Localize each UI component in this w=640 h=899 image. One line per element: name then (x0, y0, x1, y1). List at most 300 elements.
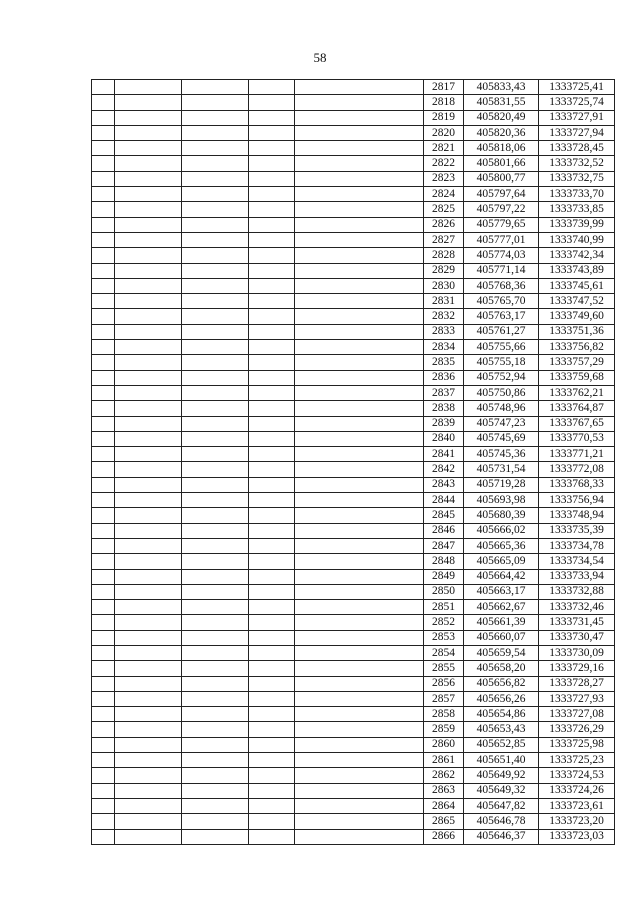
y-coordinate-cell: 1333764,87 (539, 401, 615, 416)
point-number-cell: 2854 (424, 645, 464, 660)
empty-cell (182, 814, 249, 829)
empty-cell (115, 798, 182, 813)
empty-cell (249, 691, 295, 706)
empty-cell (182, 355, 249, 370)
point-number-cell: 2865 (424, 814, 464, 829)
empty-cell (249, 156, 295, 171)
empty-cell (92, 294, 115, 309)
empty-cell (182, 401, 249, 416)
empty-cell (182, 278, 249, 293)
empty-cell (182, 232, 249, 247)
x-coordinate-cell: 405797,64 (464, 187, 539, 202)
table-row (92, 385, 615, 400)
empty-cell (115, 324, 182, 339)
table-row (92, 737, 615, 752)
y-coordinate-cell: 1333739,99 (539, 217, 615, 232)
table-row (92, 584, 615, 599)
table-row (92, 370, 615, 385)
empty-cell (92, 401, 115, 416)
empty-cell (249, 324, 295, 339)
empty-cell (295, 171, 424, 186)
table-row (92, 615, 615, 630)
point-number-cell: 2832 (424, 309, 464, 324)
point-number-cell: 2824 (424, 187, 464, 202)
empty-cell (115, 248, 182, 263)
point-number-cell: 2857 (424, 691, 464, 706)
empty-cell (249, 125, 295, 140)
x-coordinate-cell: 405647,82 (464, 798, 539, 813)
empty-cell (115, 814, 182, 829)
empty-cell (295, 462, 424, 477)
point-number-cell: 2835 (424, 355, 464, 370)
y-coordinate-cell: 1333733,94 (539, 569, 615, 584)
empty-cell (249, 355, 295, 370)
empty-cell (182, 202, 249, 217)
empty-cell (182, 416, 249, 431)
empty-cell (92, 783, 115, 798)
empty-cell (295, 431, 424, 446)
empty-cell (115, 523, 182, 538)
empty-cell (182, 462, 249, 477)
empty-cell (295, 125, 424, 140)
table-row (92, 523, 615, 538)
empty-cell (249, 768, 295, 783)
empty-cell (115, 232, 182, 247)
table-row (92, 401, 615, 416)
empty-cell (92, 80, 115, 95)
point-number-cell: 2820 (424, 125, 464, 140)
empty-cell (295, 447, 424, 462)
x-coordinate-cell: 405765,70 (464, 294, 539, 309)
empty-cell (92, 645, 115, 660)
point-number-cell: 2818 (424, 95, 464, 110)
empty-cell (249, 584, 295, 599)
table-row (92, 676, 615, 691)
empty-cell (182, 447, 249, 462)
empty-cell (295, 814, 424, 829)
y-coordinate-cell: 1333731,45 (539, 615, 615, 630)
y-coordinate-cell: 1333757,29 (539, 355, 615, 370)
table-row (92, 141, 615, 156)
empty-cell (182, 477, 249, 492)
x-coordinate-cell: 405818,06 (464, 141, 539, 156)
table-row (92, 447, 615, 462)
table-row (92, 125, 615, 140)
y-coordinate-cell: 1333724,53 (539, 768, 615, 783)
empty-cell (115, 125, 182, 140)
empty-cell (115, 829, 182, 844)
table-row (92, 538, 615, 553)
point-number-cell: 2822 (424, 156, 464, 171)
empty-cell (295, 202, 424, 217)
point-number-cell: 2825 (424, 202, 464, 217)
empty-cell (92, 447, 115, 462)
x-coordinate-cell: 405659,54 (464, 645, 539, 660)
y-coordinate-cell: 1333743,89 (539, 263, 615, 278)
table-row (92, 753, 615, 768)
empty-cell (295, 477, 424, 492)
empty-cell (92, 171, 115, 186)
empty-cell (295, 600, 424, 615)
empty-cell (249, 508, 295, 523)
x-coordinate-cell: 405833,43 (464, 80, 539, 95)
empty-cell (92, 676, 115, 691)
empty-cell (115, 538, 182, 553)
empty-cell (295, 508, 424, 523)
empty-cell (115, 477, 182, 492)
empty-cell (92, 217, 115, 232)
empty-cell (92, 722, 115, 737)
point-number-cell: 2860 (424, 737, 464, 752)
empty-cell (249, 462, 295, 477)
empty-cell (295, 691, 424, 706)
y-coordinate-cell: 1333728,45 (539, 141, 615, 156)
empty-cell (182, 431, 249, 446)
table-row (92, 477, 615, 492)
y-coordinate-cell: 1333745,61 (539, 278, 615, 293)
x-coordinate-cell: 405831,55 (464, 95, 539, 110)
empty-cell (182, 187, 249, 202)
empty-cell (92, 202, 115, 217)
empty-cell (92, 554, 115, 569)
table-row (92, 171, 615, 186)
x-coordinate-cell: 405649,92 (464, 768, 539, 783)
y-coordinate-cell: 1333723,03 (539, 829, 615, 844)
empty-cell (249, 615, 295, 630)
point-number-cell: 2856 (424, 676, 464, 691)
table-row (92, 80, 615, 95)
empty-cell (249, 554, 295, 569)
empty-cell (92, 462, 115, 477)
y-coordinate-cell: 1333723,20 (539, 814, 615, 829)
empty-cell (182, 691, 249, 706)
table-row (92, 416, 615, 431)
table-row (92, 355, 615, 370)
empty-cell (295, 232, 424, 247)
empty-cell (92, 125, 115, 140)
empty-cell (182, 294, 249, 309)
x-coordinate-cell: 405777,01 (464, 232, 539, 247)
empty-cell (249, 171, 295, 186)
y-coordinate-cell: 1333732,46 (539, 600, 615, 615)
x-coordinate-cell: 405693,98 (464, 493, 539, 508)
empty-cell (249, 798, 295, 813)
empty-cell (115, 493, 182, 508)
x-coordinate-cell: 405763,17 (464, 309, 539, 324)
table-row (92, 232, 615, 247)
y-coordinate-cell: 1333734,78 (539, 538, 615, 553)
y-coordinate-cell: 1333748,94 (539, 508, 615, 523)
point-number-cell: 2823 (424, 171, 464, 186)
empty-cell (182, 508, 249, 523)
empty-cell (295, 722, 424, 737)
y-coordinate-cell: 1333730,09 (539, 645, 615, 660)
empty-cell (115, 171, 182, 186)
point-number-cell: 2851 (424, 600, 464, 615)
empty-cell (295, 538, 424, 553)
x-coordinate-cell: 405745,69 (464, 431, 539, 446)
empty-cell (295, 278, 424, 293)
x-coordinate-cell: 405771,14 (464, 263, 539, 278)
table-row (92, 768, 615, 783)
empty-cell (249, 431, 295, 446)
empty-cell (295, 309, 424, 324)
empty-cell (249, 95, 295, 110)
y-coordinate-cell: 1333728,27 (539, 676, 615, 691)
y-coordinate-cell: 1333730,47 (539, 630, 615, 645)
empty-cell (182, 248, 249, 263)
empty-cell (295, 248, 424, 263)
table-row (92, 340, 615, 355)
x-coordinate-cell: 405663,17 (464, 584, 539, 599)
empty-cell (249, 737, 295, 752)
x-coordinate-cell: 405719,28 (464, 477, 539, 492)
empty-cell (92, 141, 115, 156)
x-coordinate-cell: 405768,36 (464, 278, 539, 293)
empty-cell (115, 278, 182, 293)
x-coordinate-cell: 405665,09 (464, 554, 539, 569)
empty-cell (182, 569, 249, 584)
table-row (92, 462, 615, 477)
coordinates-table-body (92, 80, 615, 845)
empty-cell (182, 630, 249, 645)
x-coordinate-cell: 405664,42 (464, 569, 539, 584)
empty-cell (115, 753, 182, 768)
empty-cell (115, 370, 182, 385)
empty-cell (115, 645, 182, 660)
point-number-cell: 2819 (424, 110, 464, 125)
x-coordinate-cell: 405779,65 (464, 217, 539, 232)
y-coordinate-cell: 1333756,82 (539, 340, 615, 355)
point-number-cell: 2828 (424, 248, 464, 263)
x-coordinate-cell: 405801,66 (464, 156, 539, 171)
empty-cell (295, 110, 424, 125)
x-coordinate-cell: 405774,03 (464, 248, 539, 263)
x-coordinate-cell: 405660,07 (464, 630, 539, 645)
empty-cell (182, 370, 249, 385)
empty-cell (295, 661, 424, 676)
table-row (92, 294, 615, 309)
empty-cell (249, 110, 295, 125)
y-coordinate-cell: 1333727,91 (539, 110, 615, 125)
empty-cell (92, 691, 115, 706)
empty-cell (249, 569, 295, 584)
y-coordinate-cell: 1333770,53 (539, 431, 615, 446)
empty-cell (295, 493, 424, 508)
table-row (92, 324, 615, 339)
empty-cell (92, 248, 115, 263)
empty-cell (295, 355, 424, 370)
empty-cell (249, 447, 295, 462)
empty-cell (249, 370, 295, 385)
empty-cell (295, 95, 424, 110)
empty-cell (115, 340, 182, 355)
empty-cell (295, 80, 424, 95)
empty-cell (295, 768, 424, 783)
empty-cell (295, 737, 424, 752)
y-coordinate-cell: 1333734,54 (539, 554, 615, 569)
empty-cell (182, 125, 249, 140)
table-row (92, 217, 615, 232)
empty-cell (115, 156, 182, 171)
point-number-cell: 2845 (424, 508, 464, 523)
point-number-cell: 2859 (424, 722, 464, 737)
empty-cell (249, 783, 295, 798)
point-number-cell: 2847 (424, 538, 464, 553)
empty-cell (92, 798, 115, 813)
x-coordinate-cell: 405747,23 (464, 416, 539, 431)
empty-cell (249, 340, 295, 355)
table-row (92, 493, 615, 508)
empty-cell (182, 324, 249, 339)
x-coordinate-cell: 405745,36 (464, 447, 539, 462)
table-row (92, 630, 615, 645)
empty-cell (92, 110, 115, 125)
x-coordinate-cell: 405748,96 (464, 401, 539, 416)
point-number-cell: 2839 (424, 416, 464, 431)
empty-cell (182, 600, 249, 615)
table-row (92, 309, 615, 324)
point-number-cell: 2855 (424, 661, 464, 676)
x-coordinate-cell: 405649,32 (464, 783, 539, 798)
point-number-cell: 2850 (424, 584, 464, 599)
y-coordinate-cell: 1333733,85 (539, 202, 615, 217)
y-coordinate-cell: 1333725,74 (539, 95, 615, 110)
empty-cell (249, 676, 295, 691)
empty-cell (182, 707, 249, 722)
point-number-cell: 2852 (424, 615, 464, 630)
empty-cell (295, 324, 424, 339)
empty-cell (92, 584, 115, 599)
empty-cell (295, 385, 424, 400)
empty-cell (182, 798, 249, 813)
empty-cell (249, 232, 295, 247)
empty-cell (92, 477, 115, 492)
empty-cell (249, 523, 295, 538)
point-number-cell: 2834 (424, 340, 464, 355)
empty-cell (182, 141, 249, 156)
empty-cell (249, 600, 295, 615)
empty-cell (295, 584, 424, 599)
x-coordinate-cell: 405755,18 (464, 355, 539, 370)
empty-cell (115, 600, 182, 615)
y-coordinate-cell: 1333727,94 (539, 125, 615, 140)
empty-cell (182, 676, 249, 691)
point-number-cell: 2836 (424, 370, 464, 385)
empty-cell (115, 584, 182, 599)
point-number-cell: 2866 (424, 829, 464, 844)
empty-cell (92, 324, 115, 339)
empty-cell (115, 768, 182, 783)
empty-cell (115, 615, 182, 630)
point-number-cell: 2821 (424, 141, 464, 156)
table-row (92, 156, 615, 171)
empty-cell (115, 691, 182, 706)
empty-cell (249, 493, 295, 508)
table-row (92, 783, 615, 798)
y-coordinate-cell: 1333767,65 (539, 416, 615, 431)
y-coordinate-cell: 1333732,75 (539, 171, 615, 186)
y-coordinate-cell: 1333771,21 (539, 447, 615, 462)
empty-cell (182, 385, 249, 400)
empty-cell (92, 829, 115, 844)
empty-cell (295, 156, 424, 171)
empty-cell (295, 263, 424, 278)
empty-cell (92, 508, 115, 523)
empty-cell (295, 523, 424, 538)
point-number-cell: 2830 (424, 278, 464, 293)
empty-cell (92, 753, 115, 768)
empty-cell (249, 401, 295, 416)
empty-cell (92, 569, 115, 584)
x-coordinate-cell: 405666,02 (464, 523, 539, 538)
table-row (92, 202, 615, 217)
empty-cell (182, 493, 249, 508)
x-coordinate-cell: 405731,54 (464, 462, 539, 477)
y-coordinate-cell: 1333759,68 (539, 370, 615, 385)
empty-cell (295, 783, 424, 798)
empty-cell (115, 187, 182, 202)
table-row (92, 431, 615, 446)
empty-cell (92, 615, 115, 630)
empty-cell (295, 829, 424, 844)
table-row (92, 798, 615, 813)
empty-cell (182, 768, 249, 783)
y-coordinate-cell: 1333735,39 (539, 523, 615, 538)
table-row (92, 707, 615, 722)
empty-cell (92, 385, 115, 400)
y-coordinate-cell: 1333729,16 (539, 661, 615, 676)
table-row (92, 722, 615, 737)
empty-cell (92, 768, 115, 783)
point-number-cell: 2826 (424, 217, 464, 232)
x-coordinate-cell: 405646,37 (464, 829, 539, 844)
empty-cell (182, 171, 249, 186)
point-number-cell: 2861 (424, 753, 464, 768)
empty-cell (92, 416, 115, 431)
empty-cell (295, 217, 424, 232)
empty-cell (182, 156, 249, 171)
table-row (92, 829, 615, 844)
empty-cell (249, 814, 295, 829)
empty-cell (249, 202, 295, 217)
point-number-cell: 2849 (424, 569, 464, 584)
empty-cell (249, 722, 295, 737)
y-coordinate-cell: 1333751,36 (539, 324, 615, 339)
table-row (92, 187, 615, 202)
empty-cell (249, 385, 295, 400)
empty-cell (115, 554, 182, 569)
y-coordinate-cell: 1333740,99 (539, 232, 615, 247)
empty-cell (249, 416, 295, 431)
point-number-cell: 2817 (424, 80, 464, 95)
empty-cell (249, 829, 295, 844)
point-number-cell: 2864 (424, 798, 464, 813)
y-coordinate-cell: 1333732,52 (539, 156, 615, 171)
x-coordinate-cell: 405651,40 (464, 753, 539, 768)
empty-cell (92, 355, 115, 370)
table-row (92, 814, 615, 829)
y-coordinate-cell: 1333747,52 (539, 294, 615, 309)
empty-cell (115, 110, 182, 125)
empty-cell (182, 829, 249, 844)
point-number-cell: 2862 (424, 768, 464, 783)
empty-cell (182, 615, 249, 630)
table-row (92, 508, 615, 523)
x-coordinate-cell: 405656,82 (464, 676, 539, 691)
y-coordinate-cell: 1333725,98 (539, 737, 615, 752)
empty-cell (295, 294, 424, 309)
